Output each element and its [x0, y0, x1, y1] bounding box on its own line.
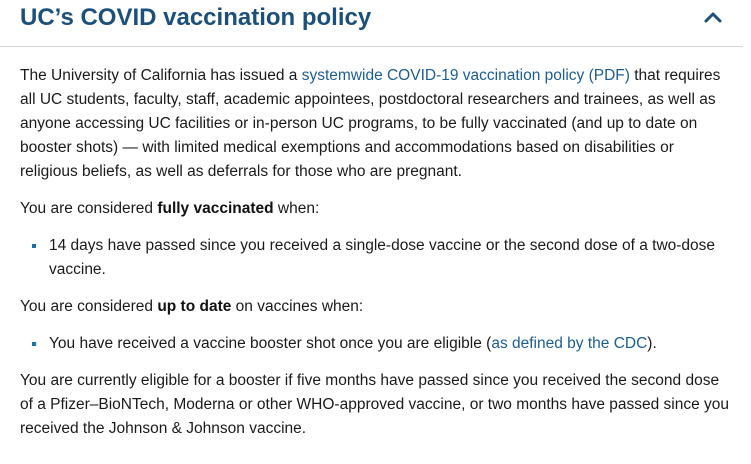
intro-text-before: The University of California has issued a: [20, 67, 302, 84]
list-item: [20, 234, 732, 282]
list-item: [20, 332, 732, 356]
fully-vaccinated-bold: fully vaccinated: [157, 200, 274, 217]
fully-vaccinated-text-before: You are considered: [20, 200, 158, 217]
up-to-date-list: [20, 332, 732, 356]
list-item-text-before: You have received a vaccine booster shot once you are eligible (: [49, 335, 492, 352]
fully-vaccinated-list: [20, 234, 732, 282]
list-item-text: 14 days have passed since you received a single-dose vaccine or the second dose of a two-dose vaccine.: [49, 237, 716, 278]
accordion-content: [20, 64, 732, 441]
chevron-up-icon: [700, 6, 726, 28]
accordion-header[interactable]: [0, 0, 743, 47]
bullet-square-icon: [32, 342, 36, 346]
policy-pdf-link[interactable]: systemwide COVID-19 vaccination policy (PDF): [301, 67, 630, 84]
accordion-title[interactable]: UC’s COVID vaccination policy: [20, 4, 372, 31]
bullet-square-icon: [32, 244, 36, 248]
up-to-date-text-before: You are considered: [20, 298, 158, 315]
up-to-date-bold: up to date: [157, 298, 232, 315]
up-to-date-heading: [20, 295, 732, 319]
up-to-date-text-after: on vaccines when:: [231, 298, 364, 315]
intro-text-after: that requires all UC students, faculty, staff, academic appointees, postdoctoral researchers and trainees, as well as anyone accessing UC facilities or in-person UC programs, to be fully vaccinated (and up to date on booster shots) — with limited medical exemptions and accommodations based on disabilities or religious beliefs, as well as deferrals for those who are pregnant.: [20, 67, 721, 180]
intro-paragraph: [20, 64, 732, 184]
cdc-definition-link[interactable]: as defined by the CDC: [491, 335, 648, 352]
list-item-text-after: ).: [647, 335, 657, 352]
booster-eligibility-paragraph: You are currently eligible for a booster if five months have passed since you received the second dose of a Pfizer–BioNTech, Moderna or other WHO-approved vaccine, or two months have passed since you received the Johnson & Johnson vaccine.: [20, 372, 730, 437]
fully-vaccinated-heading: [20, 197, 732, 221]
collapse-toggle-button[interactable]: [700, 6, 726, 28]
fully-vaccinated-text-after: when:: [273, 200, 320, 217]
